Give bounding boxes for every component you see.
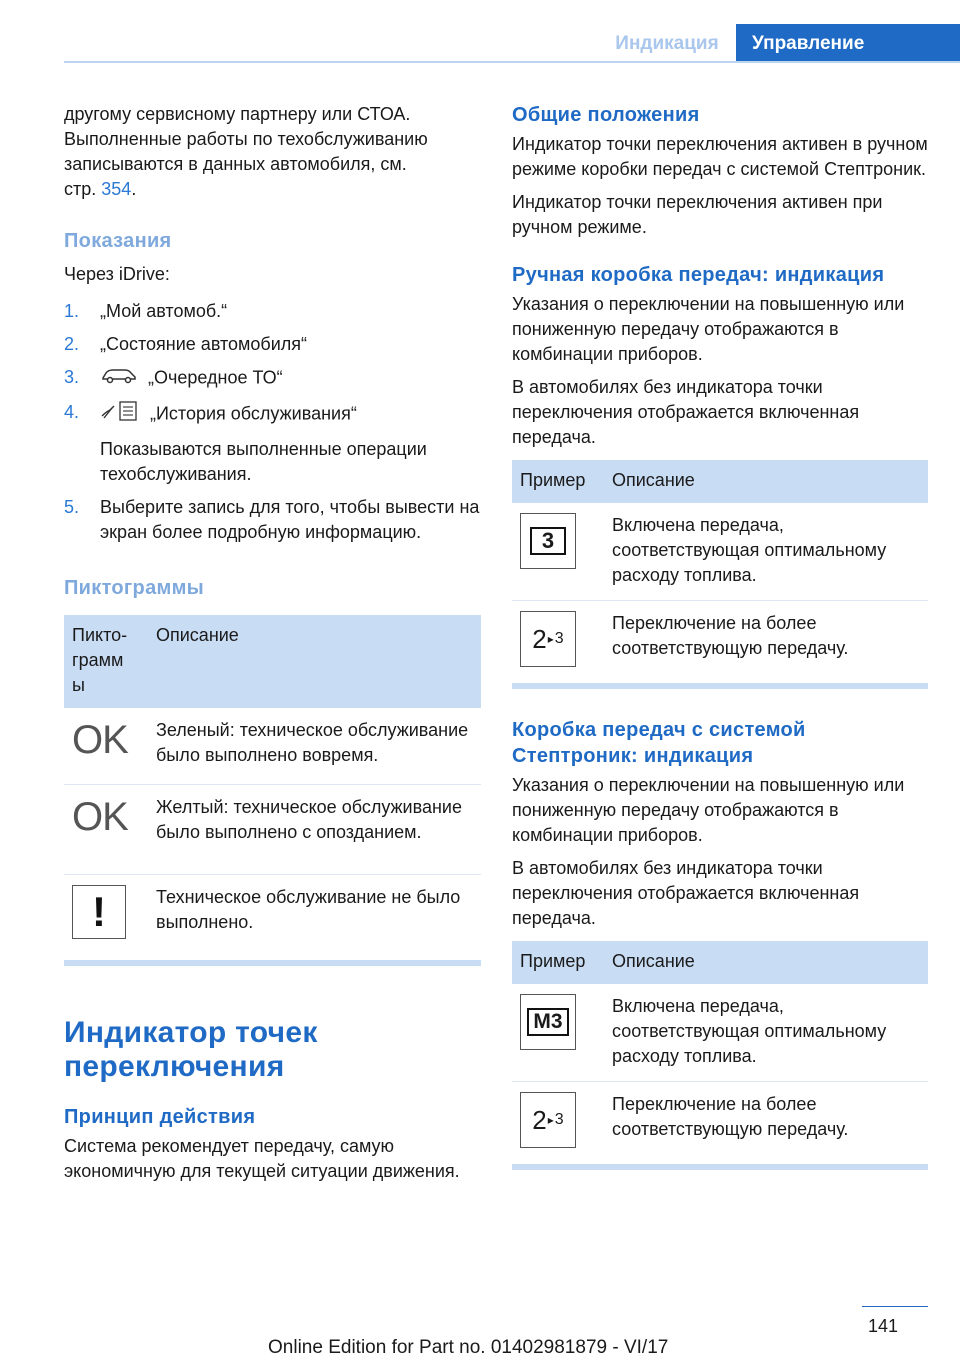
page-number: 141 <box>867 1316 898 1336</box>
pictogram-table <box>64 615 481 954</box>
header-rule <box>64 61 960 63</box>
header-tab-controls[interactable]: Управление <box>736 24 960 63</box>
example-desc: Переключение на более соответствующую передачу. <box>612 1094 849 1139</box>
step-text-with-icon <box>100 365 481 392</box>
header-tab-indication[interactable]: Индикация <box>615 33 719 54</box>
intro-line-1: другому сервисному партнеру или СТОА. <box>64 104 411 124</box>
gear-from-glyph: 2 <box>532 624 547 654</box>
manual-gear-table <box>512 460 928 679</box>
table-end-rule <box>64 960 481 966</box>
column-header-example: Пример <box>512 460 604 503</box>
step-text-with-icon <box>100 400 481 487</box>
warning-exclamation-icon <box>72 885 126 939</box>
step-number: 3. <box>64 367 80 387</box>
car-icon <box>100 365 138 392</box>
list-item <box>64 299 481 324</box>
shift-2-to-3-icon: 2 ▸ 3 <box>520 611 576 667</box>
gear-glyph: 3 <box>530 527 566 555</box>
readings-heading: Показания <box>64 230 172 252</box>
intro-line-3: записываются в данных автомобиля, см. <box>64 154 407 174</box>
general-p1: Индикатор точки переключения активен в ручном режиме коробки передач с системой Стептроник. <box>512 134 928 179</box>
table-end-rule <box>512 683 928 689</box>
step-subtext: Показываются выполненные операции техобслуживания. <box>100 439 427 484</box>
gear-to-glyph: 3 <box>554 1111 564 1128</box>
pictograms-heading: Пиктограммы <box>64 577 205 599</box>
column-header-pictogram: Пикто-грамм ы <box>64 615 148 708</box>
manual-p2: В автомобилях без индикатора точки переключения отображается включенная передача. <box>512 377 860 447</box>
step-label: „Очередное ТО“ <box>148 367 283 388</box>
column-header-description: Описание <box>604 460 928 503</box>
general-p2: Индикатор точки переключения активен при ручном режиме. <box>512 192 883 237</box>
gear-from-glyph: 2 <box>532 1105 547 1135</box>
list-item <box>64 332 481 357</box>
step-number: 5. <box>64 497 80 517</box>
left-column <box>64 102 481 1192</box>
steptronic-p1: Указания о переключении на повышенную или пониженную передачу отображаются в комбинации приборов. <box>512 775 905 845</box>
manual-p1: Указания о переключении на повышенную или пониженную передачу отображаются в комбинации приборов. <box>512 294 905 364</box>
gear-m3-icon <box>520 994 576 1050</box>
step-text: „Мой автомоб.“ <box>100 301 228 321</box>
table-header-row <box>512 941 928 984</box>
manual-heading: Ручная коробка передач: индикация <box>512 264 885 286</box>
step-text: Выберите запись для того, чтобы вывести на экран более подробную информацию. <box>100 497 480 542</box>
general-heading: Общие положения <box>512 104 700 126</box>
page-number-rule <box>862 1306 928 1307</box>
table-row <box>512 1082 928 1161</box>
gear-to-glyph: 3 <box>554 630 564 647</box>
pictogram-desc: Желтый: техническое обслуживание было выполнено с опозданием. <box>148 784 481 874</box>
steptronic-table <box>512 941 928 1160</box>
example-desc: Переключение на более соответствующую передачу. <box>612 613 849 658</box>
table-row <box>64 708 481 784</box>
steptronic-p2: В автомобилях без индикатора точки переключения отображается включенная передача. <box>512 858 860 928</box>
readings-via: Через iDrive: <box>64 264 170 284</box>
principle-heading: Принцип действия <box>64 1106 256 1128</box>
intro-line-2: Выполненные работы по техобслуживанию <box>64 129 428 149</box>
table-header-row <box>512 460 928 503</box>
shift-2-to-3-icon: 2 ▸ 3 <box>520 1092 576 1148</box>
intro-page-suffix: . <box>131 179 137 199</box>
step-number: 1. <box>64 301 80 321</box>
list-item <box>64 495 481 545</box>
right-column <box>512 102 928 1170</box>
pictogram-desc: Техническое обслуживание не было выполнено. <box>156 886 461 932</box>
principle-text: Система рекомендует передачу, самую экономичную для текущей ситуации движения. <box>64 1136 460 1181</box>
example-desc: Включена передача, соответствующая оптимальному расходу топлива. <box>604 984 928 1082</box>
list-item <box>64 400 481 487</box>
table-header-row <box>64 615 481 708</box>
step-number: 4. <box>64 402 80 422</box>
table-row <box>64 784 481 874</box>
pictogram-desc: Зеленый: техническое обслуживание было выполнено вовремя. <box>148 708 481 784</box>
service-history-icon <box>100 400 140 429</box>
steptronic-heading: Коробка передач с системой Стептроник: индикация <box>512 719 806 767</box>
column-header-description: Описание <box>604 941 928 984</box>
step-text: „Состояние автомобиля“ <box>100 334 308 354</box>
table-row <box>512 984 928 1082</box>
steps-list <box>64 299 481 545</box>
table-row <box>512 503 928 601</box>
exclamation-glyph: ! <box>92 887 106 935</box>
column-header-description: Описание <box>148 615 481 708</box>
gear-3-icon <box>520 513 576 569</box>
table-row <box>64 874 481 954</box>
shift-indicator-heading: Индикатор точек переключения <box>64 1016 318 1083</box>
list-item <box>64 365 481 392</box>
ok-green-icon: OK <box>72 718 128 762</box>
page-link-354[interactable]: 354 <box>101 179 132 199</box>
step-number: 2. <box>64 334 80 354</box>
gear-glyph: M3 <box>527 1008 568 1036</box>
table-end-rule <box>512 1164 928 1170</box>
ok-yellow-icon: OK <box>72 794 128 839</box>
edition-footer: Online Edition for Part no. 01402981879 - VI/17 <box>268 1337 669 1358</box>
intro-page-prefix: стр. <box>64 179 102 199</box>
example-desc: Включена передача, соответствующая оптимальному расходу топлива. <box>604 503 928 601</box>
column-header-example: Пример <box>512 941 604 984</box>
table-row <box>512 601 928 680</box>
step-label: „История обслуживания“ <box>150 403 357 424</box>
intro-paragraph <box>64 102 481 202</box>
